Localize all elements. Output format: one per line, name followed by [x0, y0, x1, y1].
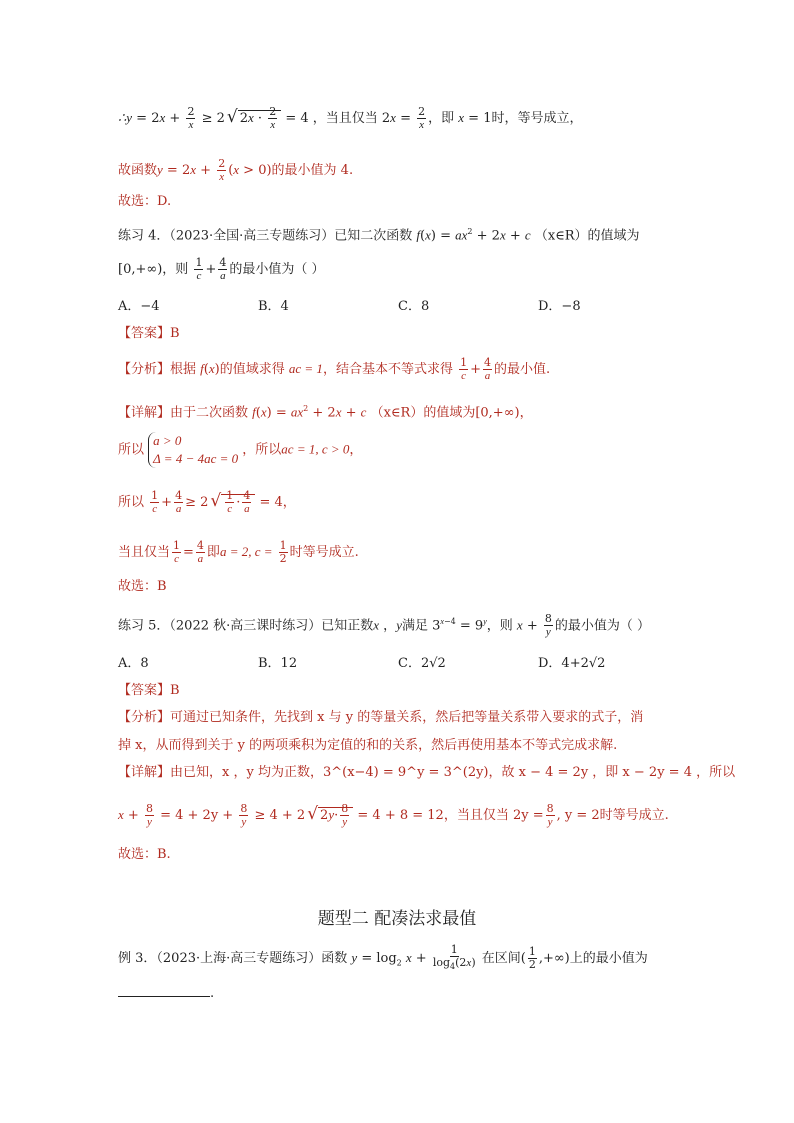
ex5-equation-line: x + $\frac{8}{y}$ = 4 + 2y + $\frac{8}{y}$ ≥ 4 + 2 √ 2y· $\frac{8}{y}$ = 4 + 8 = 12，当且仅当 2y = $\frac{8}{y}$ , y = 2时等号成立.	[118, 802, 669, 828]
ex5-answer: 【答案】B	[118, 683, 180, 698]
ex4-inequality-line: 所以 $\frac{1}{c}$ + $\frac{4}{a}$ ≥ 2 √ $\frac{1}{c}$ · $\frac{4}{a}$ = 4，	[118, 489, 296, 515]
ex5-question: 练习 5．（2022 秋·高三课时练习）已知正数x ，y满足 $3^{x-4} = 9^y$，则 x + $\frac{8}{y}$ 的最小值为（ ）	[118, 612, 650, 639]
section-title: 题型二 配凑法求最值	[317, 909, 477, 929]
ex5-option-c: C．2√2	[398, 656, 446, 671]
ex4-option-d: D．−8	[538, 299, 581, 314]
ex5-choice: 故选：B.	[118, 847, 171, 862]
ex4-question-line1: 练习 4．（2023·全国·高三专题练习）已知二次函数 $f(x) = ax^2 + 2x + c$ （x∈R）的值域为	[118, 227, 640, 244]
ex3-question: 例 3．（2023·上海·高三专题练习）函数 $y = \log_2 x$ + $\frac{1}{\log_4(2x)}$ 在区间( $\frac{1}{2}$ ,+∞)上的最小值为	[118, 943, 648, 972]
ex5-analysis-line1: 【分析】可通过已知条件，先找到 x 与 y 的等量关系，然后把等量关系带入要求的式子，消	[118, 710, 644, 725]
ex5-options	[118, 654, 678, 674]
equation-system: a > 0 Δ = 4 − 4ac = 0	[148, 432, 238, 468]
ex5-detail: 【详解】由已知，x ，y 均为正数，3^(x−4) = 9^y = 3^(2y)，故 x − 4 = 2y ，即 x − 2y = 4 ，所以	[118, 765, 736, 780]
conclusion-line: 故函数y = 2x + $\frac{2}{x}$ (x > 0)的最小值为 4.	[118, 157, 354, 183]
ex5-option-d: D．4+2√2	[538, 656, 606, 671]
top-choice: 故选：D.	[118, 194, 172, 209]
ex4-equality-line: 当且仅当 $\frac{1}{c}$ = $\frac{4}{a}$ 即a = 2, c = $\frac{1}{2}$ 时等号成立.	[118, 539, 359, 565]
ex3-answer-blank-line: .	[118, 982, 214, 1004]
ex4-answer: 【答案】B	[118, 326, 180, 341]
ex4-system-line: 所以 a > 0 Δ = 4 − 4ac = 0 ，所以ac = 1, c > 0，	[118, 433, 363, 466]
answer-blank[interactable]	[118, 982, 210, 997]
ex4-detail: 【详解】由于二次函数 $f(x) = ax^2 + 2x + c$ （x∈R）的值域为[0,+∞)，	[118, 404, 533, 421]
therefore-line: ∴y = 2x + $\frac{2}{x}$ ≥ 2 √ 2x · $\frac{2}{x}$ = 4 ，当且仅当 2x = $\frac{2}{x}$ ，即 x = 1时，等号成立，	[118, 105, 583, 131]
ex4-options	[118, 297, 678, 317]
ex5-analysis-line2: 掉 x，从而得到关于 y 的两项乘积为定值的和的关系，然后再使用基本不等式完成求解.	[118, 738, 618, 753]
ex4-option-b: B．4	[258, 299, 289, 314]
ex4-option-a: A．−4	[118, 299, 160, 314]
ex5-option-a: A．8	[118, 656, 149, 671]
ex4-option-c: C．8	[398, 299, 430, 314]
ex4-choice: 故选：B	[118, 579, 167, 594]
ex4-analysis: 【分析】根据 f(x)的值域求得 ac = 1，结合基本不等式求得 $\frac{1}{c}$ + $\frac{4}{a}$ 的最小值.	[118, 356, 551, 382]
ex4-question-line2: [0,+∞)，则 $\frac{1}{c}$ + $\frac{4}{a}$ 的最小值为（ ）	[118, 256, 325, 282]
ex5-option-b: B．12	[258, 656, 298, 671]
